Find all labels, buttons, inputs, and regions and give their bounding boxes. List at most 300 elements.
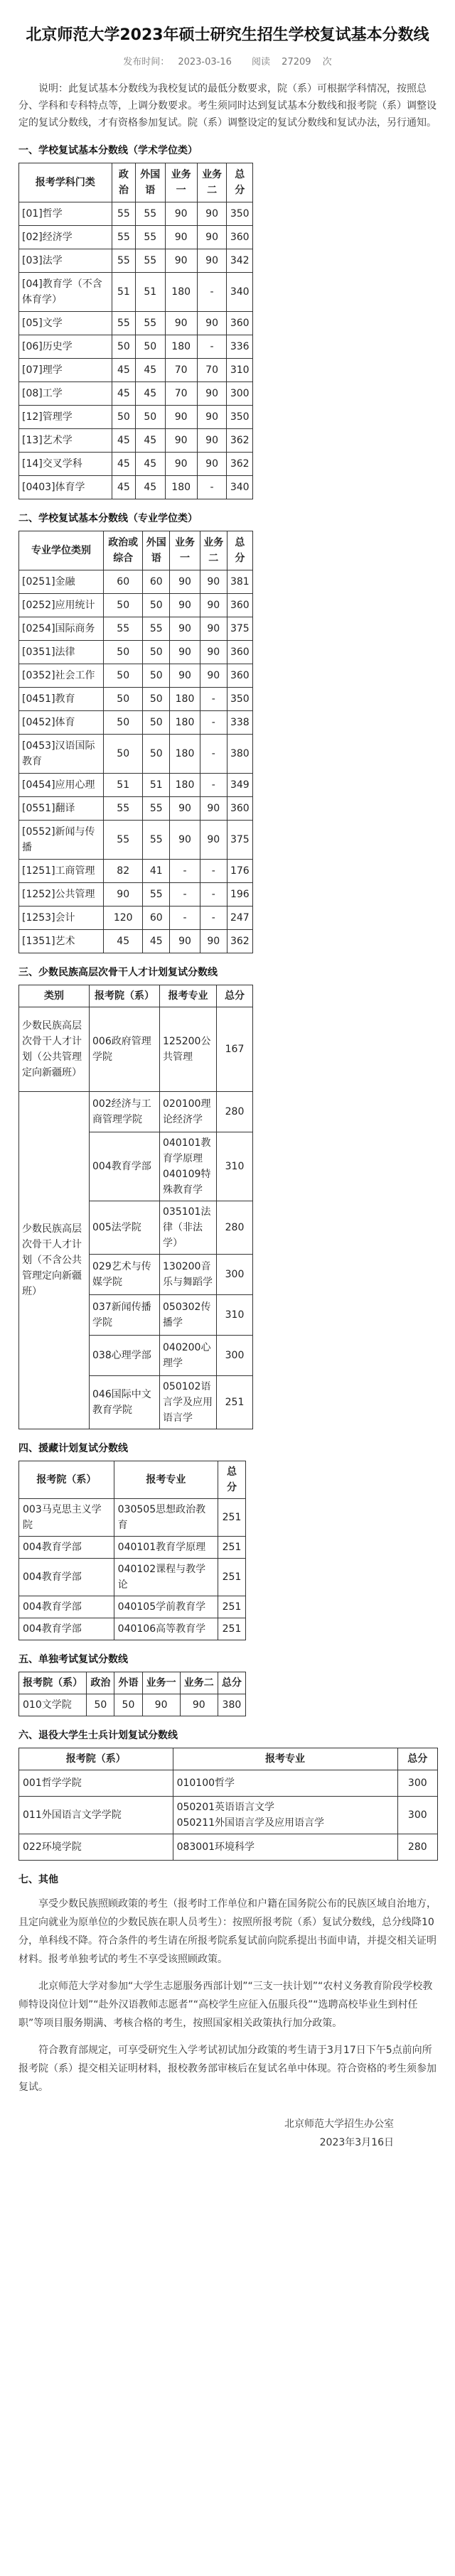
table-row bbox=[19, 1770, 438, 1797]
col-course1: 业务一 bbox=[170, 531, 200, 570]
table-cell: - bbox=[200, 883, 227, 907]
table-cell: 50 bbox=[143, 711, 170, 735]
col-dept: 报考院（系） bbox=[19, 1461, 114, 1499]
total-cell: 167 bbox=[217, 1007, 253, 1092]
col-dept: 报考院（系） bbox=[90, 985, 160, 1007]
table-row bbox=[19, 1499, 246, 1537]
table-cell: 45 bbox=[112, 429, 135, 453]
table-cell: 90 bbox=[170, 821, 200, 860]
table-cell: 50 bbox=[104, 641, 143, 664]
table-row bbox=[19, 860, 253, 883]
table-cell: 180 bbox=[165, 273, 197, 312]
table-cell: 247 bbox=[227, 907, 252, 930]
table-row bbox=[19, 617, 253, 641]
category-cell: 少数民族高层次骨干人才计划（公共管理定向新疆班） bbox=[19, 1007, 90, 1092]
table-header-row bbox=[19, 985, 253, 1007]
table-cell: 45 bbox=[112, 476, 135, 499]
dept-cell: 029艺术与传媒学院 bbox=[90, 1255, 160, 1295]
table-cell: 010100哲学 bbox=[173, 1770, 397, 1797]
dept-cell: 046国际中文教育学院 bbox=[90, 1376, 160, 1429]
table-cell: 90 bbox=[170, 797, 200, 821]
table-cell: 90 bbox=[200, 664, 227, 688]
table-cell: 90 bbox=[197, 202, 227, 226]
table-row bbox=[19, 1834, 438, 1861]
dept-cell: 006政府管理学院 bbox=[90, 1007, 160, 1092]
table-cell: 180 bbox=[170, 774, 200, 797]
col-major: 报考专业 bbox=[160, 985, 217, 1007]
table-cell: 300 bbox=[397, 1797, 437, 1834]
table-cell: - bbox=[200, 774, 227, 797]
table-cell: [0453]汉语国际教育 bbox=[19, 735, 104, 774]
table-row bbox=[19, 226, 253, 249]
col-total: 总分 bbox=[227, 531, 252, 570]
table-row bbox=[19, 429, 253, 453]
table-cell: 360 bbox=[227, 797, 252, 821]
major-cell: 035101法律（非法学） bbox=[160, 1201, 217, 1255]
publish-date bbox=[119, 57, 236, 67]
table-cell: 90 bbox=[180, 1694, 218, 1716]
major-cell: 050102语言学及应用语言学 bbox=[160, 1376, 217, 1429]
table-cell: 251 bbox=[218, 1537, 246, 1559]
table-cell: - bbox=[200, 688, 227, 711]
col-category: 专业学位类别 bbox=[19, 531, 104, 570]
table-cell: 50 bbox=[104, 594, 143, 617]
table-row bbox=[19, 821, 253, 860]
table-cell: 90 bbox=[170, 930, 200, 953]
table-row bbox=[19, 202, 253, 226]
table-cell: 60 bbox=[143, 570, 170, 594]
table-cell: 004教育学部 bbox=[19, 1596, 114, 1618]
table-cell: 50 bbox=[112, 335, 135, 359]
publish-label: 发布时间： bbox=[123, 57, 170, 67]
single-exam-score-table bbox=[18, 1672, 246, 1716]
page-title: 北京师范大学2023年硕士研究生招生学校复试基本分数线 bbox=[26, 26, 429, 44]
table-cell: 50 bbox=[114, 1694, 142, 1716]
table-cell: [1253]会计 bbox=[19, 907, 104, 930]
table-cell: 55 bbox=[143, 797, 170, 821]
table-row bbox=[19, 1618, 246, 1640]
signature-date: 2023年3月16日 bbox=[319, 2137, 394, 2148]
intro-paragraph: 说明：此复试基本分数线为我校复试的最低分数要求，院（系）可根据学科情况，按照总分、学科和专科特点等，上调分数要求。考生须同时达到复试基本分数线和报考院（系）调整设定的复试分数线，才有资格参加复试。院（系）调整设定的复试分数线和复试办法，另行通知。 bbox=[18, 83, 437, 129]
table-cell: 90 bbox=[165, 453, 197, 476]
table-cell: - bbox=[170, 883, 200, 907]
table-cell: 001哲学学院 bbox=[19, 1770, 173, 1797]
table-cell: 360 bbox=[227, 594, 252, 617]
table-cell: 90 bbox=[170, 570, 200, 594]
table-cell: [0403]体育学 bbox=[19, 476, 112, 499]
table-cell: [01]哲学 bbox=[19, 202, 112, 226]
col-major: 报考专业 bbox=[173, 1748, 397, 1770]
table-cell: 55 bbox=[143, 821, 170, 860]
table-cell: 360 bbox=[227, 226, 253, 249]
col-total: 总分 bbox=[227, 163, 253, 202]
table-cell: 90 bbox=[197, 453, 227, 476]
major-cell: 130200音乐与舞蹈学 bbox=[160, 1255, 217, 1295]
table-row bbox=[19, 335, 253, 359]
table-cell: 300 bbox=[397, 1770, 437, 1797]
table-cell: 90 bbox=[165, 312, 197, 335]
table-cell: 380 bbox=[218, 1694, 245, 1716]
table-cell: [0454]应用心理 bbox=[19, 774, 104, 797]
table-cell: - bbox=[200, 907, 227, 930]
table-cell: 90 bbox=[197, 429, 227, 453]
table-cell: [0552]新闻与传播 bbox=[19, 821, 104, 860]
view-count bbox=[247, 57, 336, 67]
dept-cell: 004教育学部 bbox=[90, 1132, 160, 1201]
table-cell: 011外国语言文学学院 bbox=[19, 1797, 173, 1834]
table-cell: 45 bbox=[135, 382, 165, 406]
col-subject: 报考学科门类 bbox=[19, 163, 112, 202]
table-cell: [0551]翻译 bbox=[19, 797, 104, 821]
table-cell: 350 bbox=[227, 406, 253, 429]
col-foreign: 外国语 bbox=[143, 531, 170, 570]
col-course2: 业务二 bbox=[180, 1672, 218, 1694]
table-cell: 50 bbox=[135, 335, 165, 359]
table-cell: 82 bbox=[104, 860, 143, 883]
table-cell: 50 bbox=[143, 735, 170, 774]
col-foreign: 外语 bbox=[114, 1672, 142, 1694]
table-row bbox=[19, 453, 253, 476]
col-total: 总分 bbox=[218, 1672, 245, 1694]
dept-cell: 002经济与工商管理学院 bbox=[90, 1092, 160, 1132]
table-cell: 55 bbox=[135, 249, 165, 273]
major-cell: 125200公共管理 bbox=[160, 1007, 217, 1092]
table-cell: 55 bbox=[112, 226, 135, 249]
section-heading-academic: 一、学校复试基本分数线（学术学位类） bbox=[18, 145, 198, 156]
table-cell: [1251]工商管理 bbox=[19, 860, 104, 883]
table-cell: 51 bbox=[112, 273, 135, 312]
table-cell: 90 bbox=[165, 429, 197, 453]
table-cell: 003马克思主义学院 bbox=[19, 1499, 114, 1537]
table-cell: 362 bbox=[227, 453, 253, 476]
table-cell: 55 bbox=[135, 226, 165, 249]
table-cell: 90 bbox=[170, 641, 200, 664]
table-cell: 251 bbox=[218, 1618, 246, 1640]
table-cell: 90 bbox=[200, 570, 227, 594]
table-cell: 45 bbox=[135, 359, 165, 382]
table-cell: 251 bbox=[218, 1499, 246, 1537]
table-cell: 90 bbox=[200, 617, 227, 641]
table-cell: 280 bbox=[397, 1834, 437, 1861]
table-cell: 60 bbox=[104, 570, 143, 594]
table-cell: 51 bbox=[104, 774, 143, 797]
table-cell: 342 bbox=[227, 249, 253, 273]
table-row bbox=[19, 1797, 438, 1834]
table-cell: 050201英语语言文学 050211外国语言学及应用语言学 bbox=[173, 1797, 397, 1834]
table-cell: 362 bbox=[227, 429, 253, 453]
table-cell: 90 bbox=[197, 406, 227, 429]
table-cell: 90 bbox=[200, 641, 227, 664]
table-cell: 040101教育学原理 bbox=[114, 1537, 218, 1559]
table-cell: [12]管理学 bbox=[19, 406, 112, 429]
table-cell: 040105学前教育学 bbox=[114, 1596, 218, 1618]
table-cell: 90 bbox=[165, 249, 197, 273]
table-cell: 50 bbox=[104, 688, 143, 711]
table-cell: 030505思想政治教育 bbox=[114, 1499, 218, 1537]
col-course2: 业务二 bbox=[197, 163, 227, 202]
table-cell: 45 bbox=[135, 453, 165, 476]
views-value: 27209 bbox=[282, 57, 311, 67]
table-row bbox=[19, 476, 253, 499]
table-row bbox=[19, 1092, 253, 1132]
table-cell: 90 bbox=[200, 797, 227, 821]
table-cell: 55 bbox=[112, 202, 135, 226]
major-cell: 040101教育学原理 040109特殊教育学 bbox=[160, 1132, 217, 1201]
table-row bbox=[19, 570, 253, 594]
table-cell: [08]工学 bbox=[19, 382, 112, 406]
col-total: 总分 bbox=[397, 1748, 437, 1770]
major-cell: 050302传播学 bbox=[160, 1295, 217, 1336]
table-cell: 50 bbox=[104, 711, 143, 735]
table-cell: 55 bbox=[143, 883, 170, 907]
section-heading-minority: 三、少数民族高层次骨干人才计划复试分数线 bbox=[18, 967, 218, 978]
table-row bbox=[19, 312, 253, 335]
table-cell: 51 bbox=[135, 273, 165, 312]
major-cell: 020100理论经济学 bbox=[160, 1092, 217, 1132]
table-cell: [14]交叉学科 bbox=[19, 453, 112, 476]
table-row bbox=[19, 711, 253, 735]
table-cell: 70 bbox=[165, 382, 197, 406]
table-row bbox=[19, 359, 253, 382]
table-cell: [0451]教育 bbox=[19, 688, 104, 711]
table-cell: 251 bbox=[218, 1596, 246, 1618]
table-cell: 45 bbox=[112, 359, 135, 382]
table-cell: [0452]体育 bbox=[19, 711, 104, 735]
table-cell: - bbox=[170, 860, 200, 883]
total-cell: 310 bbox=[217, 1295, 253, 1336]
table-cell: [07]理学 bbox=[19, 359, 112, 382]
table-cell: 55 bbox=[104, 821, 143, 860]
table-cell: 040106高等教育学 bbox=[114, 1618, 218, 1640]
table-cell: 90 bbox=[170, 664, 200, 688]
table-cell: 41 bbox=[143, 860, 170, 883]
table-cell: 180 bbox=[170, 735, 200, 774]
table-cell: [04]教育学（不含体育学） bbox=[19, 273, 112, 312]
table-cell: 90 bbox=[197, 226, 227, 249]
table-cell: 70 bbox=[197, 359, 227, 382]
table-cell: - bbox=[200, 735, 227, 774]
table-cell: 362 bbox=[227, 930, 252, 953]
table-row bbox=[19, 382, 253, 406]
table-cell: [05]文学 bbox=[19, 312, 112, 335]
section-heading-single-exam: 五、单独考试复试分数线 bbox=[18, 1654, 128, 1665]
table-cell: [13]艺术学 bbox=[19, 429, 112, 453]
table-cell: - bbox=[197, 273, 227, 312]
table-cell: 180 bbox=[165, 476, 197, 499]
table-cell: 90 bbox=[200, 930, 227, 953]
table-row bbox=[19, 930, 253, 953]
table-row bbox=[19, 907, 253, 930]
academic-score-table bbox=[18, 163, 253, 499]
table-cell: - bbox=[200, 711, 227, 735]
table-cell: 45 bbox=[112, 453, 135, 476]
table-cell: [0252]应用统计 bbox=[19, 594, 104, 617]
table-cell: 336 bbox=[227, 335, 253, 359]
total-cell: 300 bbox=[217, 1336, 253, 1376]
table-cell: [06]历史学 bbox=[19, 335, 112, 359]
total-cell: 251 bbox=[217, 1376, 253, 1429]
major-cell: 040200心理学 bbox=[160, 1336, 217, 1376]
table-cell: [1252]公共管理 bbox=[19, 883, 104, 907]
col-dept: 报考院（系） bbox=[19, 1672, 87, 1694]
table-cell: 90 bbox=[200, 821, 227, 860]
table-cell: 380 bbox=[227, 735, 252, 774]
table-cell: 381 bbox=[227, 570, 252, 594]
table-cell: 010文学院 bbox=[19, 1694, 87, 1716]
table-cell: 50 bbox=[143, 664, 170, 688]
other-paragraph-3: 符合教育部规定，可享受研究生入学考试初试加分政策的考生请于3月17日下午5点前向所报考院（系）提交相关证明材料，报校教务部审核后在复试名单中体现。符合资格的考生须参加复试。 bbox=[18, 2045, 437, 2093]
table-cell: 350 bbox=[227, 202, 253, 226]
table-row bbox=[19, 249, 253, 273]
article-meta bbox=[18, 54, 437, 67]
col-course1: 业务一 bbox=[142, 1672, 180, 1694]
table-cell: 50 bbox=[143, 688, 170, 711]
table-cell: 55 bbox=[143, 617, 170, 641]
table-row bbox=[19, 664, 253, 688]
table-cell: 083001环境科学 bbox=[173, 1834, 397, 1861]
table-header-row bbox=[19, 1748, 438, 1770]
dept-cell: 038心理学部 bbox=[90, 1336, 160, 1376]
table-cell: 45 bbox=[104, 930, 143, 953]
veteran-score-table bbox=[18, 1748, 438, 1861]
table-cell: 120 bbox=[104, 907, 143, 930]
col-course1: 业务一 bbox=[165, 163, 197, 202]
table-cell: 90 bbox=[165, 202, 197, 226]
table-cell: 60 bbox=[143, 907, 170, 930]
col-course2: 业务二 bbox=[200, 531, 227, 570]
table-cell: 90 bbox=[104, 883, 143, 907]
table-row bbox=[19, 641, 253, 664]
table-cell: 90 bbox=[170, 617, 200, 641]
table-cell: 45 bbox=[135, 476, 165, 499]
other-paragraph-1: 享受少数民族照顾政策的考生（报考时工作单位和户籍在国务院公布的民族区域自治地方，且定向就业为原单位的少数民族在职人员考生）：按照所报考院（系）复试分数线，总分线降10分，单科线不降。符合条件的考生请在所报考院系复试前向院系提出书面申请，并提交相关证明材料。报考单独考试的考生不享受该照顾政策。 bbox=[18, 1898, 437, 1965]
table-cell: [0351]法律 bbox=[19, 641, 104, 664]
table-cell: 340 bbox=[227, 273, 253, 312]
table-cell: 375 bbox=[227, 821, 252, 860]
col-category: 类别 bbox=[19, 985, 90, 1007]
table-cell: 90 bbox=[165, 406, 197, 429]
section-heading-tibet: 四、援藏计划复试分数线 bbox=[18, 1443, 128, 1454]
table-row bbox=[19, 883, 253, 907]
signature-office: 北京师范大学招生办公室 bbox=[284, 2118, 394, 2130]
col-dept: 报考院（系） bbox=[19, 1748, 173, 1770]
table-header-row bbox=[19, 1461, 246, 1499]
table-cell: 55 bbox=[104, 797, 143, 821]
table-cell: 040102课程与教学论 bbox=[114, 1559, 218, 1596]
table-cell: 360 bbox=[227, 664, 252, 688]
table-cell: [03]法学 bbox=[19, 249, 112, 273]
table-row bbox=[19, 1694, 246, 1716]
table-row bbox=[19, 406, 253, 429]
table-cell: 90 bbox=[197, 249, 227, 273]
table-cell: 340 bbox=[227, 476, 253, 499]
table-cell: 90 bbox=[165, 226, 197, 249]
table-row bbox=[19, 735, 253, 774]
table-cell: 300 bbox=[227, 382, 253, 406]
table-cell: 360 bbox=[227, 641, 252, 664]
table-cell: 350 bbox=[227, 688, 252, 711]
table-cell: [1351]艺术 bbox=[19, 930, 104, 953]
table-cell: 004教育学部 bbox=[19, 1618, 114, 1640]
col-total: 总分 bbox=[218, 1461, 246, 1499]
dept-cell: 037新闻传播学院 bbox=[90, 1295, 160, 1336]
table-cell: 022环境学院 bbox=[19, 1834, 173, 1861]
table-header-row bbox=[19, 163, 253, 202]
table-row bbox=[19, 774, 253, 797]
table-row bbox=[19, 1007, 253, 1092]
table-cell: - bbox=[197, 476, 227, 499]
professional-score-table bbox=[18, 531, 253, 953]
table-cell: 180 bbox=[170, 688, 200, 711]
table-cell: 180 bbox=[170, 711, 200, 735]
col-major: 报考专业 bbox=[114, 1461, 218, 1499]
table-cell: 90 bbox=[197, 382, 227, 406]
table-cell: - bbox=[170, 907, 200, 930]
total-cell: 300 bbox=[217, 1255, 253, 1295]
section-heading-other: 七、其他 bbox=[18, 1874, 58, 1885]
table-row bbox=[19, 273, 253, 312]
table-cell: 349 bbox=[227, 774, 252, 797]
dept-cell: 005法学院 bbox=[90, 1201, 160, 1255]
table-row bbox=[19, 594, 253, 617]
tibet-score-table bbox=[18, 1461, 246, 1640]
table-cell: - bbox=[197, 335, 227, 359]
table-cell: 90 bbox=[200, 594, 227, 617]
table-cell: 310 bbox=[227, 359, 253, 382]
table-cell: 338 bbox=[227, 711, 252, 735]
table-cell: 50 bbox=[112, 406, 135, 429]
col-foreign: 外国语 bbox=[135, 163, 165, 202]
table-cell: [0254]国际商务 bbox=[19, 617, 104, 641]
table-cell: 50 bbox=[104, 735, 143, 774]
table-header-row bbox=[19, 531, 253, 570]
table-cell: 50 bbox=[143, 594, 170, 617]
table-cell: 51 bbox=[143, 774, 170, 797]
other-paragraph-2: 北京师范大学对参加“大学生志愿服务西部计划”“三支一扶计划”“农村义务教育阶段学校教师特设岗位计划”“赴外汉语教师志愿者”“高校学生应征入伍服兵役”“选聘高校毕业生到村任职”等项目服务期满、考核合格的考生，按照国家相关政策执行加分政策。 bbox=[18, 1981, 433, 2029]
table-cell: 45 bbox=[143, 930, 170, 953]
minority-score-table bbox=[18, 985, 253, 1429]
table-header-row bbox=[19, 1672, 246, 1694]
table-cell: 004教育学部 bbox=[19, 1537, 114, 1559]
table-cell: 55 bbox=[135, 312, 165, 335]
table-cell: 50 bbox=[135, 406, 165, 429]
table-cell: 45 bbox=[112, 382, 135, 406]
views-unit: 次 bbox=[322, 57, 332, 67]
section-heading-professional: 二、学校复试基本分数线（专业学位类） bbox=[18, 513, 198, 524]
table-cell: 90 bbox=[197, 312, 227, 335]
table-cell: 375 bbox=[227, 617, 252, 641]
table-cell: 50 bbox=[104, 664, 143, 688]
table-cell: 251 bbox=[218, 1559, 246, 1596]
table-row bbox=[19, 688, 253, 711]
table-cell: 50 bbox=[87, 1694, 114, 1716]
table-cell: 176 bbox=[227, 860, 252, 883]
category-cell: 少数民族高层次骨干人才计划（不含公共管理定向新疆班） bbox=[19, 1092, 90, 1429]
table-row bbox=[19, 797, 253, 821]
total-cell: 280 bbox=[217, 1201, 253, 1255]
table-cell: 360 bbox=[227, 312, 253, 335]
table-cell: 55 bbox=[104, 617, 143, 641]
table-cell: 180 bbox=[165, 335, 197, 359]
publish-date-value: 2023-03-16 bbox=[178, 57, 232, 67]
signature-block bbox=[18, 2115, 437, 2152]
col-politics: 政治 bbox=[87, 1672, 114, 1694]
table-cell: 70 bbox=[165, 359, 197, 382]
table-cell: 90 bbox=[142, 1694, 180, 1716]
section-heading-veteran: 六、退役大学生士兵计划复试分数线 bbox=[18, 1730, 178, 1741]
views-label: 阅读 bbox=[252, 57, 271, 67]
table-cell: 55 bbox=[112, 312, 135, 335]
